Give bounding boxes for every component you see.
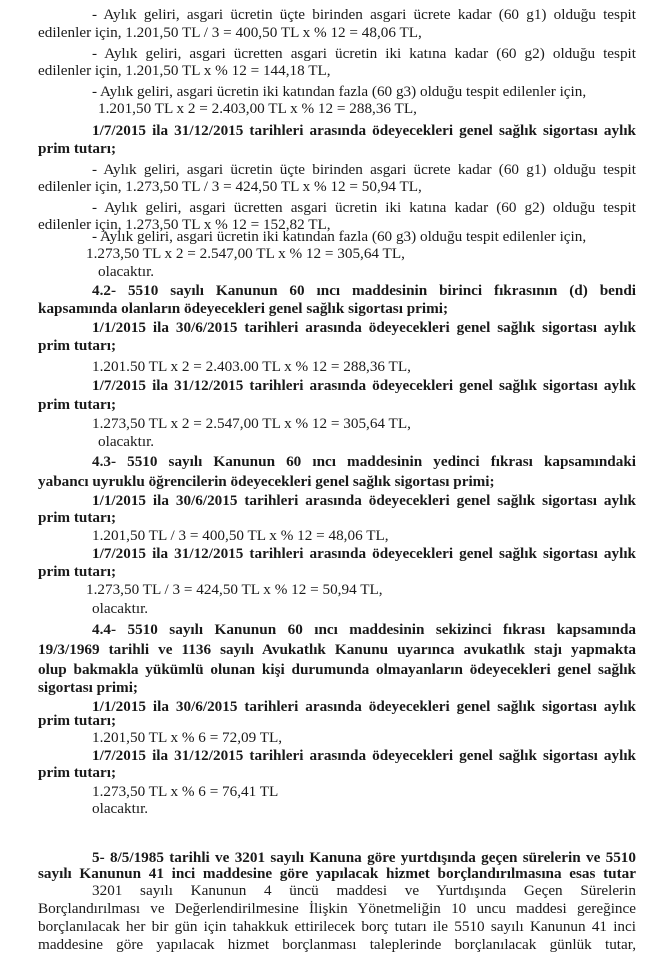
section-4-4-heading-cont: olup bakmakla yükümlü olunan kişi durumunda olmayanların ödeyecekleri genel sağlık (38, 661, 636, 678)
section-4-3-heading: 4.3- 5510 sayılı Kanunun 60 ıncı maddesinin yedinci fıkrası kapsamındaki (92, 453, 636, 470)
section-4-4-heading-cont: sigortası primi; (38, 679, 138, 696)
prim-tutari-label: prim tutarı; (38, 563, 117, 580)
bullet-line: - Aylık geliri, asgari ücretten asgari ücretin iki katına kadar (60 g2) olduğu tespit (92, 45, 636, 62)
section-4-4-heading-cont: 19/3/1969 tarihli ve 1136 sayılı Avukatlık Kanunu uyarınca avukatlık stajı yapmakta (38, 641, 636, 658)
date-range-heading: 1/7/2015 ila 31/12/2015 tarihleri arasında ödeyecekleri genel sağlık sigortası aylık (92, 747, 636, 764)
prim-tutari-label: prim tutarı; (38, 140, 117, 157)
prim-tutari-label: prim tutarı; (38, 396, 117, 413)
olacaktir-line: olacaktır. (92, 800, 149, 817)
section-4-3-heading-cont: yabancı uyruklu öğrencilerin ödeyecekleri genel sağlık sigortası primi; (38, 473, 495, 490)
section-5-heading-cont: sayılı Kanunun 41 inci maddesine göre yapılacak hizmet borçlandırılmasına esas tutar (38, 865, 636, 882)
date-range-heading: 1/1/2015 ila 30/6/2015 tarihleri arasında ödeyecekleri genel sağlık sigortası aylık (92, 698, 636, 715)
formula-line: 1.201,50 TL x % 6 = 72,09 TL, (92, 729, 283, 746)
text-line: edilenler için, 1.273,50 TL x % 12 = 152,82 TL, (38, 216, 331, 233)
text-line: edilenler için, 1.201,50 TL x % 12 = 144,18 TL, (38, 62, 331, 79)
olacaktir-line: olacaktır. (98, 433, 155, 450)
formula-line: 1.201,50 TL x 2 = 2.403,00 TL x % 12 = 288,36 TL, (98, 100, 417, 117)
olacaktir-line: olacaktır. (92, 600, 149, 617)
section-4-2-heading-cont: kapsamında olanların ödeyecekleri genel sağlık sigortası primi; (38, 300, 449, 317)
bullet-line: - Aylık geliri, asgari ücretin üçte birinden asgari ücrete kadar (60 g1) olduğu tespit (92, 161, 636, 178)
prim-tutari-label: prim tutarı; (38, 764, 117, 781)
formula-line: 1.273,50 TL x 2 = 2.547,00 TL x % 12 = 305,64 TL, (92, 415, 411, 432)
section-5-heading: 5- 8/5/1985 tarihli ve 3201 sayılı Kanuna göre yurtdışında geçen sürelerin ve 5510 (92, 849, 636, 866)
date-range-heading: 1/1/2015 ila 30/6/2015 tarihleri arasında ödeyecekleri genel sağlık sigortası aylık (92, 492, 636, 509)
paragraph-line: 3201 sayılı Kanunun 4 üncü maddesi ve Yurtdışında Geçen Sürelerin (92, 882, 636, 899)
paragraph-line: borçlanılacak her bir gün için tahakkuk ettirilecek borç tutarı ile 5510 sayılı Kanunun 41 inci (38, 918, 636, 935)
prim-tutari-label: prim tutarı; (38, 337, 117, 354)
text-line: edilenler için, 1.201,50 TL / 3 = 400,50 TL x % 12 = 48,06 TL, (38, 24, 422, 41)
bullet-line: - Aylık geliri, asgari ücretin iki katından fazla (60 g3) olduğu tespit edilenler için, (92, 83, 587, 100)
text-line: edilenler için, 1.273,50 TL / 3 = 424,50 TL x % 12 = 50,94 TL, (38, 178, 422, 195)
date-range-heading: 1/7/2015 ila 31/12/2015 tarihleri arasında ödeyecekleri genel sağlık sigortası aylık (92, 122, 636, 139)
date-range-heading: 1/7/2015 ila 31/12/2015 tarihleri arasında ödeyecekleri genel sağlık sigortası aylık (92, 377, 636, 394)
prim-tutari-label: prim tutarı; (38, 509, 117, 526)
olacaktir-line: olacaktır. (98, 263, 155, 280)
section-4-4-heading: 4.4- 5510 sayılı Kanunun 60 ıncı maddesinin sekizinci fıkrası kapsamında (92, 621, 636, 638)
formula-line: 1.273,50 TL / 3 = 424,50 TL x % 12 = 50,94 TL, (86, 581, 383, 598)
paragraph-line: maddesine göre yapılacak hizmet borçlanması taleplerinde borçlanılacak günlük tutar, (38, 936, 636, 953)
formula-line: 1.273,50 TL x 2 = 2.547,00 TL x % 12 = 305,64 TL, (86, 245, 405, 262)
bullet-line: - Aylık geliri, asgari ücretin üçte birinden asgari ücrete kadar (60 g1) olduğu tespit (92, 6, 636, 23)
formula-line: 1.273,50 TL x % 6 = 76,41 TL (92, 783, 279, 800)
formula-line: 1.201,50 TL / 3 = 400,50 TL x % 12 = 48,06 TL, (92, 527, 389, 544)
paragraph-line: Borçlandırılması ve Değerlendirilmesine İlişkin Yönetmeliğin 10 uncu maddesi gereğince (38, 900, 636, 917)
date-range-heading: 1/1/2015 ila 30/6/2015 tarihleri arasında ödeyecekleri genel sağlık sigortası aylık (92, 319, 636, 336)
section-4-2-heading: 4.2- 5510 sayılı Kanunun 60 ıncı maddesinin birinci fıkrasının (d) bendi (92, 282, 636, 299)
bullet-line: - Aylık geliri, asgari ücretin iki katından fazla (60 g3) olduğu tespit edilenler için, (92, 228, 587, 245)
bullet-line: - Aylık geliri, asgari ücretten asgari ücretin iki katına kadar (60 g2) olduğu tespit (92, 199, 636, 216)
formula-line: 1.201.50 TL x 2 = 2.403.00 TL x % 12 = 288,36 TL, (92, 358, 411, 375)
date-range-heading: 1/7/2015 ila 31/12/2015 tarihleri arasında ödeyecekleri genel sağlık sigortası aylık (92, 545, 636, 562)
prim-tutari-label: prim tutarı; (38, 712, 117, 729)
